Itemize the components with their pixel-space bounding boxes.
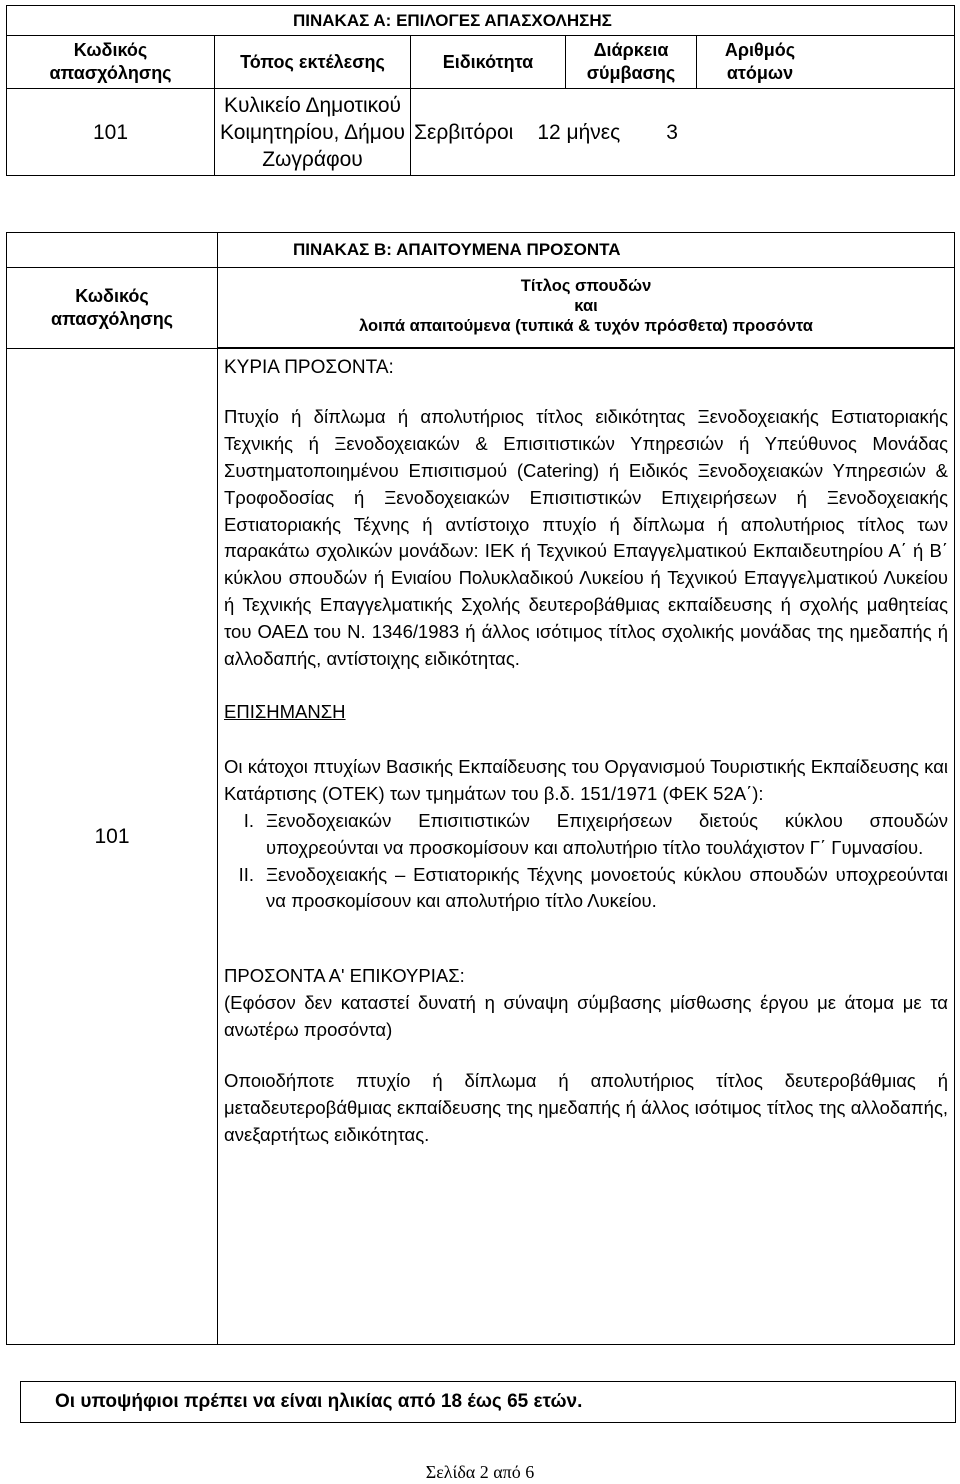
aux-qualifications-note: (Εφόσον δεν καταστεί δυνατή η σύναψη σύμβασης μίσθωσης έργου με άτομα με τα ανωτέρω προσόντα): [224, 992, 948, 1041]
header-specialty: Ειδικότητα: [411, 36, 566, 89]
note-item-1: [224, 808, 948, 862]
row-values: [411, 89, 955, 176]
table-b-header-qual: [218, 268, 955, 348]
row-place-line3: Ζωγράφου: [262, 147, 363, 171]
qual-head-line3: λοιπά απαιτούμενα (τυπικά & τυχόν πρόσθετα) προσόντα: [359, 317, 813, 335]
row-duration: 12 μήνες: [537, 120, 621, 144]
table-b-header-code-line2: απασχόλησης: [50, 309, 174, 329]
note-heading: ΕΠΙΣΗΜΑΝΣΗ: [224, 700, 346, 722]
table-b-header-code-line1: Κωδικός: [75, 286, 149, 306]
main-qualifications-heading: ΚΥΡΙΑ ΠΡΟΣΟΝΤΑ:: [224, 357, 394, 378]
table-b-title: ΠΙΝΑΚΑΣ Β: ΑΠΑΙΤΟΥΜΕΝΑ ΠΡΟΣΟΝΤΑ: [218, 233, 955, 268]
page-number: Σελίδα 2 από 6: [425, 1462, 535, 1482]
header-duration-line2: σύμβασης: [586, 63, 676, 83]
header-code: [7, 36, 215, 89]
table-a-employment-options: [6, 5, 955, 176]
row-place-line2: Κοιμητηρίου, Δήμου: [219, 120, 406, 144]
table-b-required-qualifications: [6, 232, 955, 1345]
header-duration: [566, 36, 697, 89]
note-item-2-num: II.: [238, 863, 254, 885]
row-specialty: Σερβιτόροι: [414, 120, 514, 144]
table-b-code: 101: [7, 349, 218, 1345]
header-count-line1: Αριθμός: [724, 40, 796, 60]
table-a-title: ΠΙΝΑΚΑΣ Α: ΕΠΙΛΟΓΕΣ ΑΠΑΣΧΟΛΗΣΗΣ: [7, 6, 955, 36]
note-item-1-text: Ξενοδοχειακών Επισιτιστικών Επιχειρήσεων διετούς κύκλου σπουδών υποχρεούνται να προσκομίσουν και απολυτήριο τίτλο τουλάχιστον Γ΄ Γυμνασίου.: [266, 809, 948, 858]
header-count-line2: ατόμων: [726, 63, 794, 83]
qual-head-line1: Τίτλος σπουδών: [520, 277, 652, 295]
note-text: Οι κάτοχοι πτυχίων Βασικής Εκπαίδευσης του Οργανισμού Τουριστικής Εκπαίδευσης και Κατάρτισης (ΟΤΕΚ) των τμημάτων του β.δ. 151/1971 (ΦΕΚ 52Α΄):: [224, 755, 948, 804]
aux-qualifications-heading: ΠΡΟΣΟΝΤΑ Α' ΕΠΙΚΟΥΡΙΑΣ:: [224, 965, 465, 987]
note-item-2-text: Ξενοδοχειακής – Εστιατορικής Τέχνης μονοετούς κύκλου σπουδών υποχρεούνται να προσκομίσουν και απολυτήριο τίτλο Λυκείου.: [266, 863, 948, 912]
header-code-line2: απασχόλησης: [49, 63, 172, 83]
row-count: 3: [666, 120, 678, 144]
aux-qualifications-text: Οποιοδήποτε πτυχίο ή δίπλωμα ή απολυτήριος τίτλος δευτεροβάθμιας ή μεταδευτεροβάθμιας εκπαίδευσης της ημεδαπής ή άλλος ισότιμος τίτλος της αλλοδαπής, ανεξαρτήτως ειδικότητας.: [224, 1070, 948, 1145]
header-code-line1: Κωδικός: [73, 40, 148, 60]
note-item-1-num: I.: [243, 809, 254, 831]
row-code: 101: [7, 89, 215, 176]
qual-head-line2: και: [574, 297, 598, 315]
row-place-line1: Κυλικείο Δημοτικού: [223, 93, 402, 117]
table-b-header-code: [7, 268, 218, 349]
header-place: Τόπος εκτέλεσης: [215, 36, 411, 89]
row-place: [215, 89, 411, 176]
age-requirement-note: Οι υποψήφιοι πρέπει να είναι ηλικίας από 18 έως 65 ετών.: [20, 1381, 956, 1423]
table-b-qualifications: [218, 349, 955, 1345]
note-item-2: [224, 862, 948, 916]
header-count: [697, 36, 955, 89]
header-duration-line1: Διάρκεια: [593, 40, 669, 60]
main-qualifications-text: Πτυχίο ή δίπλωμα ή απολυτήριος τίτλος ειδικότητας Ξενοδοχειακής Εστιατοριακής Τεχνικής ή Ξενοδοχειακών & Επισιτιστικών Υπηρεσιών ή Υπεύθυνος Μονάδας Συστηματοποιημένου Επισιτισμού (Catering) ή Ειδικός Ξενοδοχειακών Υπηρεσιών & Τροφοδοσίας ή Ξενοδοχειακών Επισιτιστικών Επιχειρήσεων ή Ξενοδοχειακής Εστιατοριακής Τέχνης ή αντίστοιχο πτυχίο ή δίπλωμα ή απολυτήριος τίτλος των παρακάτω σχολικών μονάδων: ΙΕΚ ή Τεχνικού Επαγγελματικού Εκπαιδευτηρίου Α΄ ή Β΄ κύκλου σπουδών ή Ενιαίου Πολυκλαδικού Λυκείου ή Τεχνικού Επαγγελματικού Λυκείου ή Τεχνικής Επαγγελματικής Σχολής δευτεροβάθμιας εκπαίδευσης ή σχολής μαθητείας του ΟΑΕΔ του Ν. 1346/1983 ή άλλος ισότιμος τίτλος σχολικής μονάδας της ημεδαπής ή αλλοδαπής, αντίστοιχης ειδικότητας.: [224, 405, 948, 670]
